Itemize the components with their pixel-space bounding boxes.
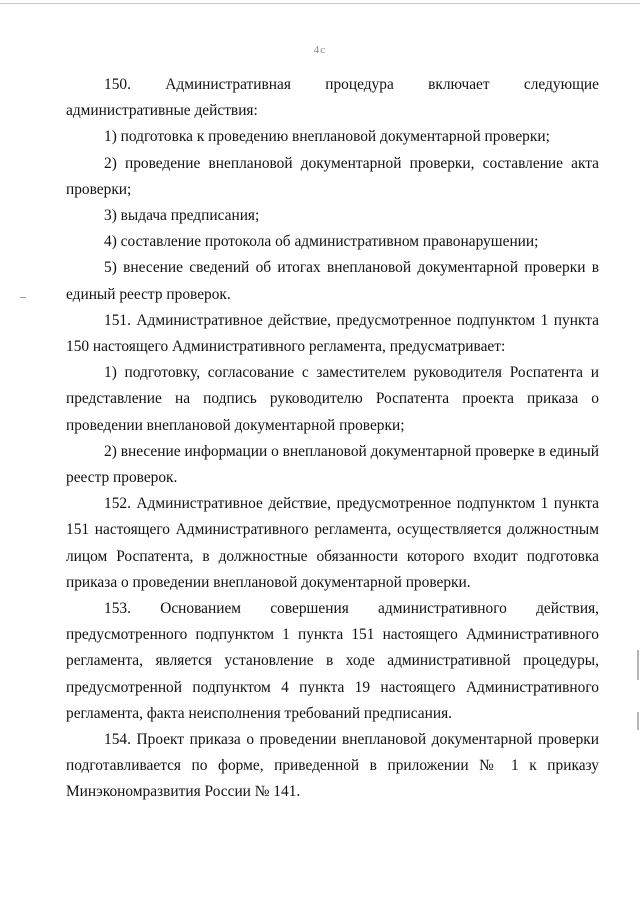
paragraph-154: 154. Проект приказа о проведении внеплановой документарной проверки подготавливается по форме, приведенной в приложении № 1 к приказу Минэкономразвития России № 141. <box>66 731 599 801</box>
paragraph-151: 151. Административное действие, предусмотренное подпунктом 1 пункта 150 настоящего Административного регламента, предусматривает: <box>66 311 599 356</box>
paragraph-150-item-4: 4) составление протокола об административном правонарушении; <box>104 233 539 251</box>
scan-edge-mark <box>637 712 639 730</box>
paragraph-150: 150. Административная процедура включает следующие административные действия: <box>66 76 599 120</box>
paragraph-152: 152. Административное действие, предусмотренное подпунктом 1 пункта 151 настоящего Административного регламента, осуществляется должностным лицом Роспатента, в должностные обязанности которого входит подготовка приказа о проведении внеплановой документарной проверки. <box>66 495 599 591</box>
paragraph-150-item-2: 2) проведение внеплановой документарной проверки, составление акта проверки; <box>66 154 599 198</box>
paragraph-150-item-5: 5) внесение сведений об итогах внеплановой документарной проверки в единый реестр проверок. <box>66 259 599 303</box>
paragraph-150-item-3: 3) выдача предписания; <box>104 207 260 225</box>
scan-edge-mark <box>637 650 639 680</box>
paragraph-151-item-2: 2) внесение информации о внеплановой документарной проверке в единый реестр проверок. <box>66 442 599 487</box>
scan-mark <box>20 297 26 298</box>
paragraph-153: 153. Основанием совершения административного действия, предусмотренного подпунктом 1 пункта 151 настоящего Административного регламента, является установление в ходе административной процедуры, предусмотренной подпунктом 4 пункта 19 настоящего Административного регламента, факта неисполнения требований предписания. <box>66 600 599 722</box>
paragraph-150-item-1: 1) подготовка к проведению внеплановой документарной проверки; <box>104 128 550 146</box>
scan-edge-line <box>0 3 640 4</box>
document-body <box>66 72 599 806</box>
paragraph-151-item-1: 1) подготовку, согласование с заместителем руководителя Роспатента и представление на подпись руководителю Роспатента проекта приказа о проведении внеплановой документарной проверки; <box>66 364 599 434</box>
page-number: 4с <box>313 44 327 56</box>
